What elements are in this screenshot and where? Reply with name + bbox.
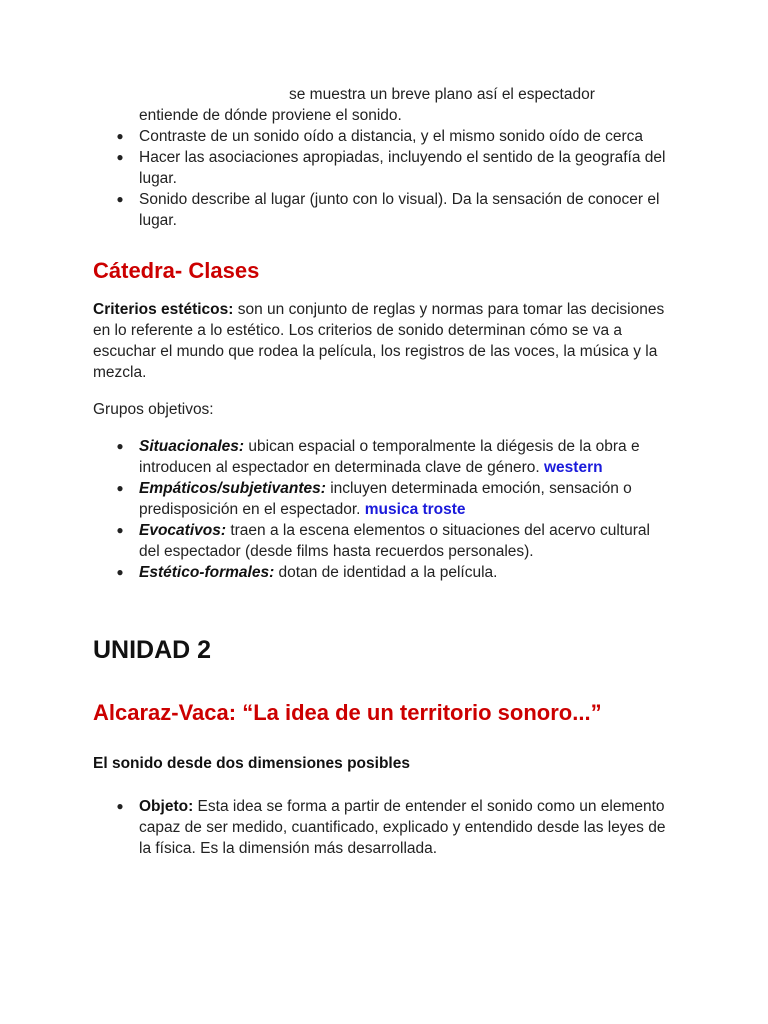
- dimensiones-list: [93, 796, 673, 859]
- list-item-line: entiende de dónde proviene el sonido.: [139, 107, 402, 124]
- term: Situacionales:: [139, 438, 245, 455]
- bullet-icon: ●: [116, 523, 124, 537]
- bullet-icon: ●: [116, 565, 124, 579]
- list-item-text: Hacer las asociaciones apropiadas, incluyendo el sentido de la geografía del lugar.: [139, 149, 666, 187]
- bullet-icon: ●: [116, 150, 124, 164]
- criterios-paragraph: [93, 299, 673, 383]
- term-text: dotan de identidad a la película.: [274, 564, 498, 581]
- unit-title: UNIDAD 2: [93, 636, 212, 664]
- list-item: [93, 478, 673, 520]
- note: western: [544, 459, 603, 476]
- list-item: [93, 796, 673, 859]
- term: Evocativos:: [139, 522, 227, 539]
- term: Estético-formales:: [139, 564, 275, 581]
- list-item-text: Sonido describe al lugar (junto con lo visual). Da la sensación de conocer el lugar.: [139, 191, 660, 229]
- document-page: [93, 84, 673, 859]
- term-text: traen a la escena elementos o situaciones del acervo cultural del espectador (desde films hasta recuerdos personales).: [139, 522, 650, 560]
- list-item: [93, 436, 673, 478]
- term: Empáticos/subjetivantes:: [139, 480, 326, 497]
- list-item: [93, 84, 673, 126]
- term-text: Esta idea se forma a partir de entender el sonido como un elemento capaz de ser medido, cuantificado, explicado y entendido desde las leyes de la física. Es la dimensión más desarrollada.: [139, 798, 666, 857]
- list-item: [93, 562, 673, 583]
- list-item-line: se muestra un breve plano así el espectador: [289, 86, 595, 103]
- bullet-icon: ●: [116, 192, 124, 206]
- list-item: [93, 126, 673, 147]
- subheading: El sonido desde dos dimensiones posibles: [93, 755, 410, 772]
- criterios-label: Criterios estéticos:: [93, 301, 234, 318]
- bullet-icon: ●: [116, 799, 124, 813]
- grupos-label: Grupos objetivos:: [93, 401, 214, 418]
- list-item: [93, 520, 673, 562]
- section-heading-catedra: Cátedra- Clases: [93, 258, 260, 283]
- list-item: [93, 189, 673, 231]
- bullet-icon: ●: [116, 129, 124, 143]
- term-text: incluyen determinada emoción, sensación o predisposición en el espectador.: [139, 480, 632, 518]
- section-heading-alcaraz: Alcaraz-Vaca: “La idea de un territorio sonoro...”: [93, 700, 602, 725]
- term: Objeto:: [139, 798, 194, 815]
- intro-list: [93, 84, 673, 231]
- list-item-text: Contraste de un sonido oído a distancia, y el mismo sonido oído de cerca: [139, 128, 644, 145]
- note: musica troste: [364, 501, 466, 518]
- term-text: ubican espacial o temporalmente la diégesis de la obra e introducen al espectador en determinada clave de género.: [139, 438, 640, 476]
- criterios-text: son un conjunto de reglas y normas para tomar las decisiones en lo referente a lo estético. Los criterios de sonido determinan cómo se va a escuchar el mundo que rodea la película, los registros de las voces, la música y la mezcla.: [93, 301, 665, 381]
- bullet-icon: ●: [116, 481, 124, 495]
- list-item: [93, 147, 673, 189]
- grupos-list: [93, 436, 673, 583]
- bullet-icon: ●: [116, 439, 124, 453]
